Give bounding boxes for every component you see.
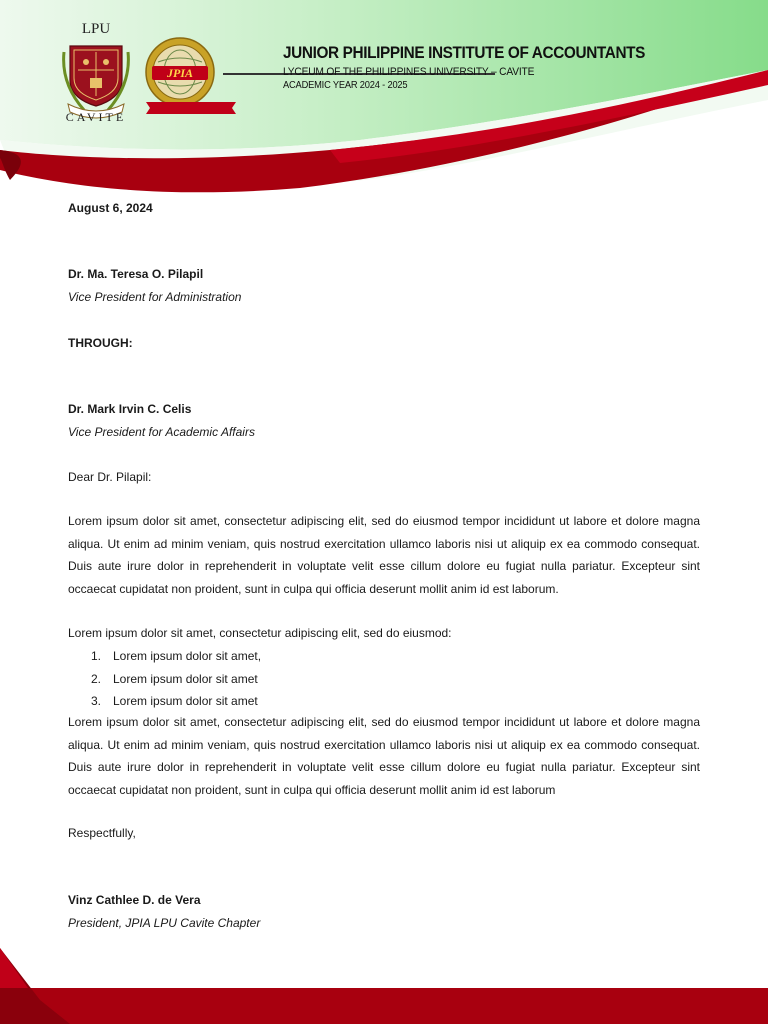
through-label: THROUGH:	[68, 336, 133, 350]
numbered-list	[68, 645, 700, 713]
signatory-title: President, JPIA LPU Cavite Chapter	[68, 916, 261, 930]
lpu-logo-caption: CAVITE	[65, 110, 127, 124]
closing: Respectfully,	[68, 826, 136, 840]
list-intro: Lorem ipsum dolor sit amet, consectetur adipiscing elit, sed do eiusmod:	[68, 626, 452, 640]
through-name: Dr. Mark Irvin C. Celis	[68, 402, 192, 416]
recipient-name: Dr. Ma. Teresa O. Pilapil	[68, 267, 204, 281]
list-item	[68, 645, 700, 668]
list-item-text: Lorem ipsum dolor sit amet	[113, 671, 258, 686]
jpia-logo-text: JPIA	[166, 66, 194, 80]
salutation: Dear Dr. Pilapil:	[68, 470, 152, 484]
list-item-number: 1.	[90, 649, 101, 663]
list-item-text: Lorem ipsum dolor sit amet,	[113, 649, 262, 663]
body-paragraph-2: Lorem ipsum dolor sit amet, consectetur adipiscing elit, sed do eiusmod tempor incididunt ut labore et dolore magna aliqua. Ut enim ad minim veniam, quis nostrud exercitation ullamco laboris nisi ut aliquip ex ea commodo consequat. Duis aute irure dolor in reprehenderit in voluptate velit esse cillum dolore eu fugiat nulla pariatur. Excepteur sint occaecat cupidatat non proident, sunt in culpa qui officia deserunt mollit anim id est laborum	[68, 715, 700, 797]
academic-year: ACADEMIC YEAR 2024 - 2025	[283, 80, 408, 91]
organization-name: JUNIOR PHILIPPINE INSTITUTE OF ACCOUNTANTS	[283, 44, 646, 62]
jpia-logo	[140, 36, 244, 114]
list-item	[68, 690, 700, 713]
list-item-number: 3.	[90, 694, 101, 708]
recipient-title: Vice President for Administration	[68, 290, 242, 304]
letter-date: August 6, 2024	[68, 201, 153, 215]
through-title: Vice President for Academic Affairs	[68, 425, 255, 439]
signatory-name: Vinz Cathlee D. de Vera	[68, 893, 201, 907]
list-item-text: Lorem ipsum dolor sit amet	[113, 694, 258, 708]
body-paragraph-1: Lorem ipsum dolor sit amet, consectetur adipiscing elit, sed do eiusmod tempor incididunt ut labore et dolore magna aliqua. Ut enim ad minim veniam, quis nostrud exercitation ullamco laboris nisi ut aliquip ex ea commodo consequat. Duis aute irure dolor in reprehenderit in voluptate velit esse cillum dolore eu fugiat nulla pariatur. Excepteur sint occaecat cupidatat non proident, sunt in culpa qui officia deserunt mollit anim id est laborum.	[68, 514, 700, 596]
footer-banner	[0, 940, 768, 1024]
list-item	[68, 668, 700, 691]
university-name: LYCEUM OF THE PHILIPPINES UNIVERSITY – CAVITE	[283, 66, 535, 78]
lpu-logo-title: LPU	[81, 21, 111, 37]
organization-heading	[283, 44, 753, 91]
list-item-number: 2.	[90, 671, 101, 686]
